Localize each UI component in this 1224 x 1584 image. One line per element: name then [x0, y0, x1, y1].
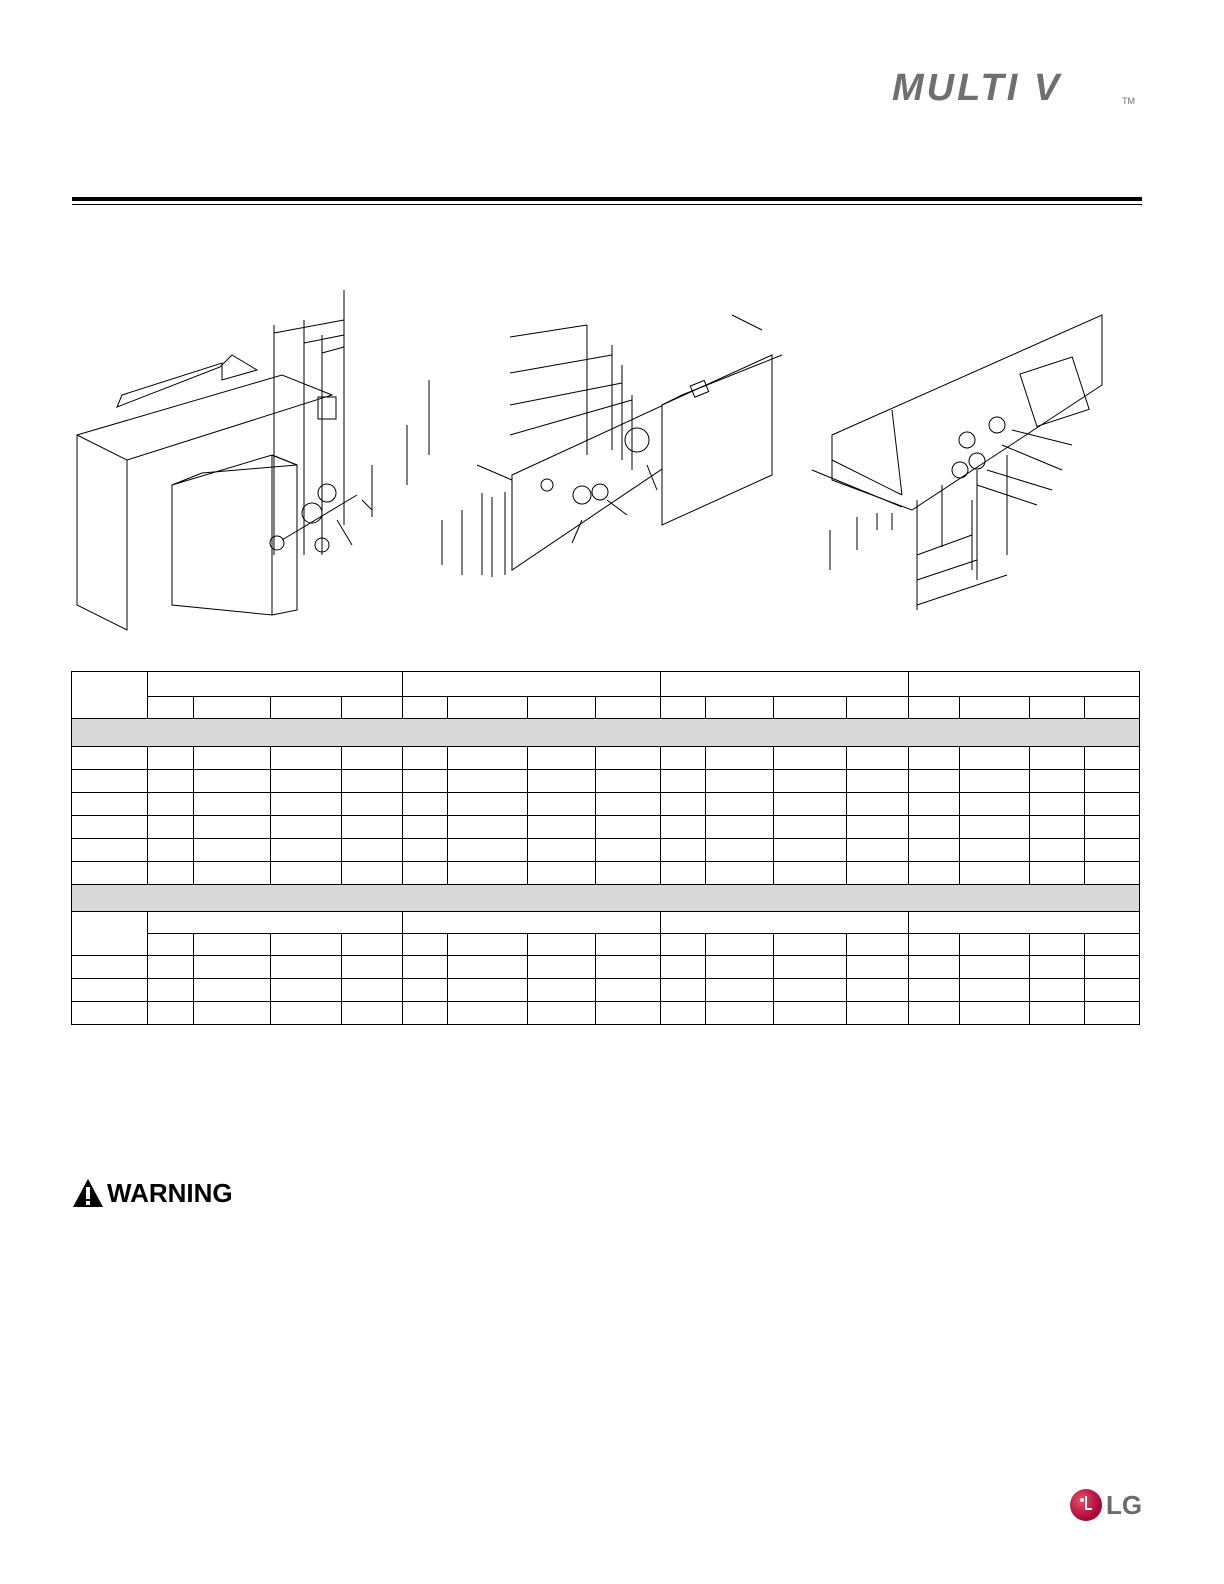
section-rule-thin: [72, 204, 1142, 205]
table-section-cell: [72, 885, 1140, 912]
table-row: [72, 1002, 1140, 1025]
airflow-arrow-icon: [117, 355, 257, 407]
warning-label: WARNING: [107, 1177, 233, 1208]
table-header-row-sub: [72, 697, 1140, 719]
drawing-right-unit: [812, 315, 1102, 610]
table-section-band: [72, 885, 1140, 912]
table-section-cell: [72, 719, 1140, 747]
multi-v-logo-text: MULTI V: [892, 68, 1063, 108]
lg-logo-text: LG: [1106, 1489, 1143, 1520]
table-header-cell: [403, 672, 661, 697]
table-section-band: [72, 719, 1140, 747]
table-header-row-sub: [72, 934, 1140, 956]
lg-face-icon: [1070, 1489, 1102, 1521]
drawing-left-unit: [77, 290, 429, 630]
table-row: [72, 956, 1140, 979]
piping-dimension-drawings: [72, 285, 1142, 635]
warning-heading: [72, 1176, 233, 1210]
table-row: [72, 770, 1140, 793]
piping-dimension-table: [71, 671, 1140, 1025]
trademark-mark: TM: [1122, 96, 1135, 106]
lg-logo: [1070, 1488, 1144, 1522]
table-header-cell: [661, 672, 909, 697]
table-header-row-groups: [72, 912, 1140, 934]
table-header-cell: [148, 672, 403, 697]
table-header-cell: [909, 672, 1140, 697]
table-row: [72, 816, 1140, 839]
table-header-cell: [72, 672, 148, 719]
table-row: [72, 793, 1140, 816]
section-rule-thick: [72, 197, 1142, 201]
table-header-row-groups: [72, 672, 1140, 697]
table-row: [72, 747, 1140, 770]
multi-v-logo: [890, 68, 1142, 108]
drawing-center-unit: [442, 315, 782, 577]
table-row: [72, 839, 1140, 862]
table-row: [72, 979, 1140, 1002]
warning-triangle-icon: [72, 1178, 104, 1208]
table-row: [72, 862, 1140, 885]
